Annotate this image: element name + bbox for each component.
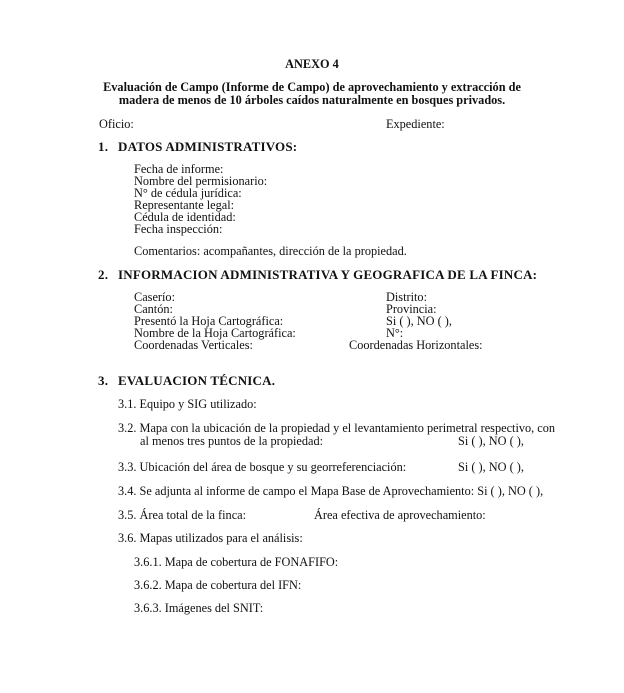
section-1-title: DATOS ADMINISTRATIVOS: xyxy=(118,139,298,154)
field-hoja-cartografica: Presentó la Hoja Cartográfica: xyxy=(134,314,284,328)
field-fecha-inspeccion: Fecha inspección: xyxy=(134,222,223,236)
item-3-2-line-1: 3.2. Mapa con la ubicación de la propiedad y el levantamiento perimetral respectivo, con xyxy=(118,421,556,435)
field-fecha-informe: Fecha de informe: xyxy=(134,162,224,176)
item-3-5: 3.5. Área total de la finca: xyxy=(118,508,247,522)
item-3-2-line-2: al menos tres puntos de la propiedad: xyxy=(140,434,324,448)
field-canton: Cantón: xyxy=(134,302,173,316)
field-provincia: Provincia: xyxy=(386,302,437,316)
item-3-6: 3.6. Mapas utilizados para el análisis: xyxy=(118,531,303,545)
field-nombre-permisionario: Nombre del permisionario: xyxy=(134,174,268,188)
item-3-5-area-efectiva: Área efectiva de aprovechamiento: xyxy=(314,508,486,522)
item-3-4: 3.4. Se adjunta al informe de campo el Mapa Base de Aprovechamiento: Si ( ), NO ( ), xyxy=(118,484,544,498)
item-3-2-answer: Si ( ), NO ( ), xyxy=(458,434,524,448)
comentarios-text: Comentarios: acompañantes, dirección de la propiedad. xyxy=(134,244,407,258)
field-coordenadas-verticales: Coordenadas Verticales: xyxy=(134,338,253,352)
subtitle-line-2: madera de menos de 10 árboles caídos naturalmente en bosques privados. xyxy=(118,93,506,107)
field-distrito: Distrito: xyxy=(386,290,427,304)
field-coordenadas-horizontales: Coordenadas Horizontales: xyxy=(349,338,483,352)
section-1-number: 1. xyxy=(98,139,109,154)
field-caserio: Caserío: xyxy=(134,290,175,304)
field-cedula-identidad: Cédula de identidad: xyxy=(134,210,236,224)
field-hoja-numero: N°: xyxy=(386,326,404,340)
item-3-3: 3.3. Ubicación del área de bosque y su georreferenciación: xyxy=(118,460,407,474)
field-representante-legal: Representante legal: xyxy=(134,198,235,212)
field-cedula-juridica: N° de cédula jurídica: xyxy=(134,186,242,200)
section-2-title: INFORMACION ADMINISTRATIVA Y GEOGRAFICA DE LA FINCA: xyxy=(118,267,538,282)
item-3-3-answer: Si ( ), NO ( ), xyxy=(458,460,524,474)
item-3-6-1: 3.6.1. Mapa de cobertura de FONAFIFO: xyxy=(134,555,339,569)
subtitle-line-1: Evaluación de Campo (Informe de Campo) de aprovechamiento y extracción de xyxy=(103,80,521,94)
section-3-title: EVALUACION TÉCNICA. xyxy=(118,373,276,388)
section-3-number: 3. xyxy=(98,373,109,388)
oficio-label: Oficio: xyxy=(99,117,134,131)
item-3-1: 3.1. Equipo y SIG utilizado: xyxy=(118,397,257,411)
section-2-number: 2. xyxy=(98,267,109,282)
item-3-6-3: 3.6.3. Imágenes del SNIT: xyxy=(134,601,264,615)
annex-title: ANEXO 4 xyxy=(285,57,339,71)
item-3-6-2: 3.6.2. Mapa de cobertura del IFN: xyxy=(134,578,302,592)
hoja-si-no-options: Si ( ), NO ( ), xyxy=(386,314,452,328)
field-nombre-hoja: Nombre de la Hoja Cartográfica: xyxy=(134,326,296,340)
expediente-label: Expediente: xyxy=(386,117,445,131)
